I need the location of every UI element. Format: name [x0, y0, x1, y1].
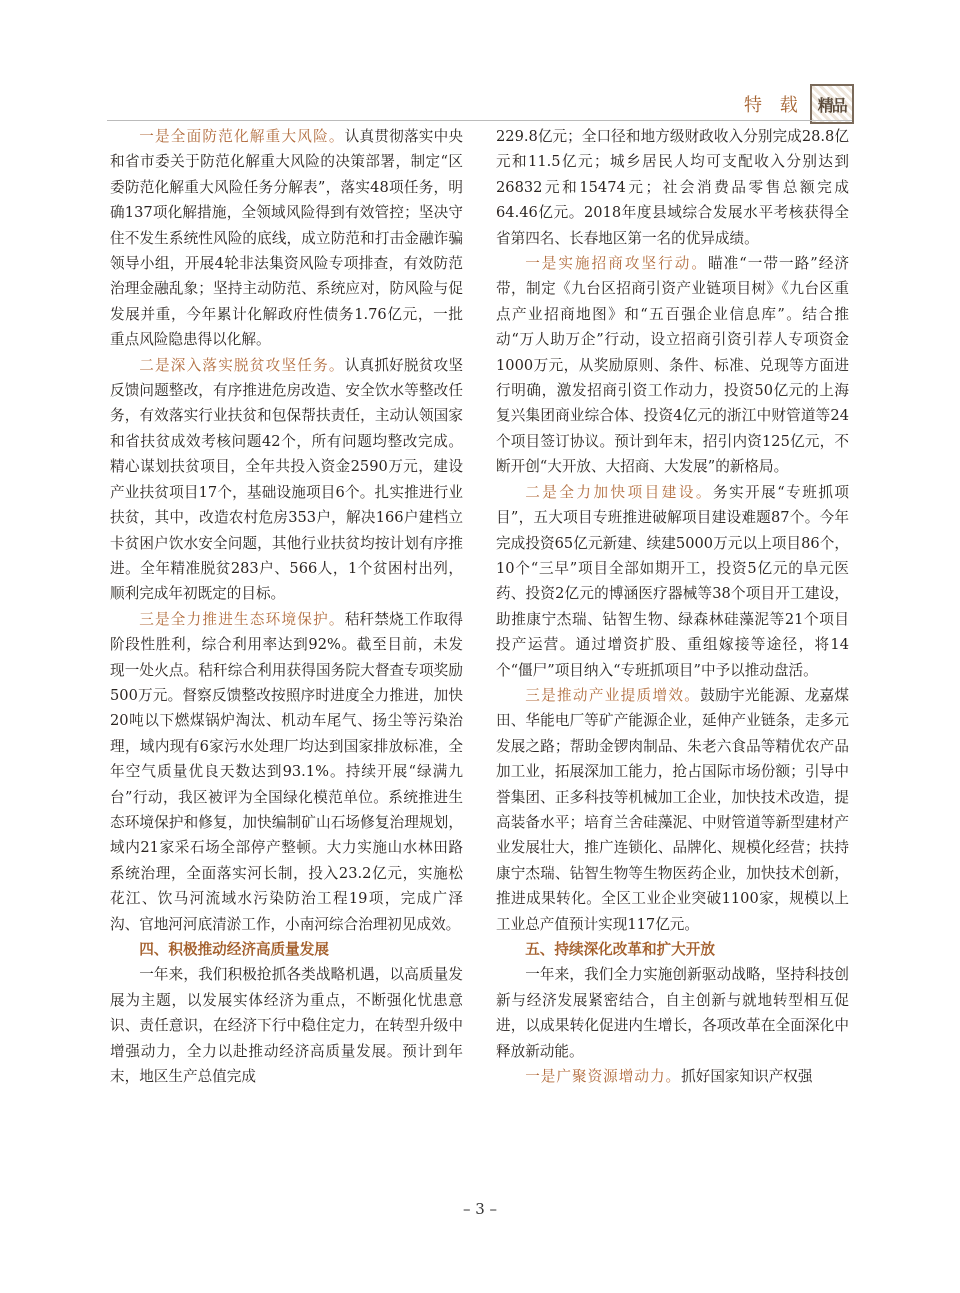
paragraph-lead: 一是广聚资源增动力。	[525, 1068, 682, 1086]
page-number: – 3 –	[462, 1200, 498, 1218]
jingpin-logo-icon: 精品	[810, 84, 854, 124]
paragraph	[110, 962, 463, 1089]
section-label: 特 载	[744, 95, 804, 116]
paragraph	[496, 480, 849, 683]
paragraph-text: 认真抓好脱贫攻坚反馈问题整改，有序推进危房改造、安全饮水等整改任务，有效落实行业扶贫和包保帮扶责任，主动认领国家和省扶贫成效考核问题42个，所有问题均整改完成。精心谋划扶贫项目，全年共投入资金2590万元，建设产业扶贫项目17个，基础设施项目6个。扎实推进行业扶贫，其中，改造农村危房353户，解决166户建档立卡贫困户饮水安全问题，其他行业扶贫均按计划有序推进。全年精准脱贫283户、566人，1个贫困村出列，顺利完成年初既定的目标。	[110, 356, 463, 603]
paragraph-lead: 一是全面防范化解重大风险。	[139, 128, 345, 145]
paragraph	[496, 1064, 849, 1089]
page-header	[744, 84, 854, 124]
paragraph	[496, 962, 849, 1064]
paragraph-text: 务实开展“专班抓项目”，五大项目专班推进破解项目建设难题87个。今年完成投资65亿元新建、续建5000万元以上项目86个，10个“三早”项目全部如期开工，投资5亿元的阜元医药、投资2亿元的博涵医疗器械等38个项目开工建设，助推康宁杰瑞、钻智生物、绿森林硅藻泥等21个项目投产运营。通过增资扩股、重组嫁接等途径，将14个“僵尸”项目纳入“专班抓项目”中予以推动盘活。	[496, 483, 849, 679]
left-column	[110, 124, 463, 1089]
paragraph-lead: 二是深入落实脱贫攻坚任务。	[139, 356, 345, 374]
section-heading: 四、积极推动经济高质量发展	[139, 941, 329, 958]
paragraph-text: 认真贯彻落实中央和省市委关于防范化解重大风险的决策部署，制定“区委防范化解重大风险任务分解表”，落实48项任务，明确137项化解措施，全领域风险得到有效管控；坚决守住不发生系统性风险的底线，成立防范和打击金融诈骗领导小组，开展4轮非法集资风险专项排查，有效防范治理金融乱象；坚持主动防范、系统应对，防风险与促发展并重，今年累计化解政府性债务1.76亿元，一批重点风险隐患得以化解。	[110, 128, 463, 349]
paragraph	[496, 251, 849, 480]
paragraph-text: 瞄准“一带一路”经济带，制定《九台区招商引资产业链项目树》《九台区重点产业招商地图》和“五百强企业信息库”。结合推动“万人助万企”行动，设立招商引资引荐人专项资金1000万元，从奖励原则、条件、标准、兑现等方面进行明确，激发招商引资工作动力，投资50亿元的上海复兴集团商业综合体、投资4亿元的浙江中财管道等24个项目签订协议。预计到年末，招引内资125亿元，不断开创“大开放、大招商、大发展”的新格局。	[496, 255, 849, 476]
paragraph	[496, 124, 849, 251]
paragraph-text: 229.8亿元；全口径和地方级财政收入分别完成28.8亿元和11.5亿元；城乡居民人均可支配收入分别达到26832元和15474元；社会消费品零售总额完成64.46亿元。2018年度县域综合发展水平考核获得全省第四名、长春地区第一名的优异成绩。	[496, 128, 849, 247]
paragraph-text: 鼓励宇光能源、龙嘉煤田、华能电厂等矿产能源企业，延伸产业链条，走多元发展之路；帮助金锣肉制品、朱老六食品等精优农产品加工业，拓展深加工能力，抢占国际市场份额；引导中誉集团、正多科技等机械加工企业，加快技术改造，提高装备水平；培育兰舍硅藻泥、中财管道等新型建材产业发展壮大，推广连锁化、品牌化、规模化经营；扶持康宁杰瑞、钻智生物等生物医药企业，加快技术创新，推进成果转化。全区工业企业突破1100家，规模以上工业总产值预计实现117亿元。	[496, 686, 849, 933]
right-column	[496, 124, 849, 1089]
paragraph-lead: 一是实施招商攻坚行动。	[525, 255, 709, 273]
header-rule	[107, 120, 852, 121]
paragraph-lead: 二是全力加快项目建设。	[525, 483, 713, 501]
paragraph	[110, 607, 463, 937]
paragraph	[496, 683, 849, 937]
paragraph	[110, 124, 463, 353]
paragraph-text: 抓好国家知识产权强	[681, 1068, 813, 1086]
paragraph	[110, 353, 463, 607]
paragraph-text: 一年来，我们积极抢抓各类战略机遇，以高质量发展为主题，以发展实体经济为重点，不断强化忧患意识、责任意识，在经济下行中稳住定力，在转型升级中增强动力，全力以赴推动经济高质量发展。预计到年末，地区生产总值完成	[110, 966, 463, 1086]
paragraph-text: 秸秆禁烧工作取得阶段性胜利，综合利用率达到92%。截至目前，未发现一处火点。秸秆综合利用获得国务院大督查专项奖励500万元。督察反馈整改按照序时进度全力推进，加快20吨以下燃煤锅炉淘汰、机动车尾气、扬尘等污染治理，域内现有6家污水处理厂均达到国家排放标准，全年空气质量优良天数达到93.1%。持续开展“绿满九台”行动，我区被评为全国绿化模范单位。系统推进生态环境保护和修复，加快编制矿山石场修复治理规划，域内21家采石场全部停产整顿。大力实施山水林田路系统治理，全面落实河长制，投入23.2亿元，实施松花江、饮马河流域水污染防治工程19项，完成广泽沟、官地河河底清淤工作，小南河综合治理初见成效。	[110, 610, 463, 933]
paragraph-lead: 三是推动产业提质增效。	[525, 686, 701, 704]
paragraph-text: 一年来，我们全力实施创新驱动战略，坚持科技创新与经济发展紧密结合，自主创新与就地转型相互促进，以成果转化促进内生增长，各项改革在全面深化中释放新动能。	[496, 966, 849, 1060]
section-heading: 五、持续深化改革和扩大开放	[525, 941, 715, 958]
paragraph-lead: 三是全力推进生态环境保护。	[139, 610, 345, 628]
